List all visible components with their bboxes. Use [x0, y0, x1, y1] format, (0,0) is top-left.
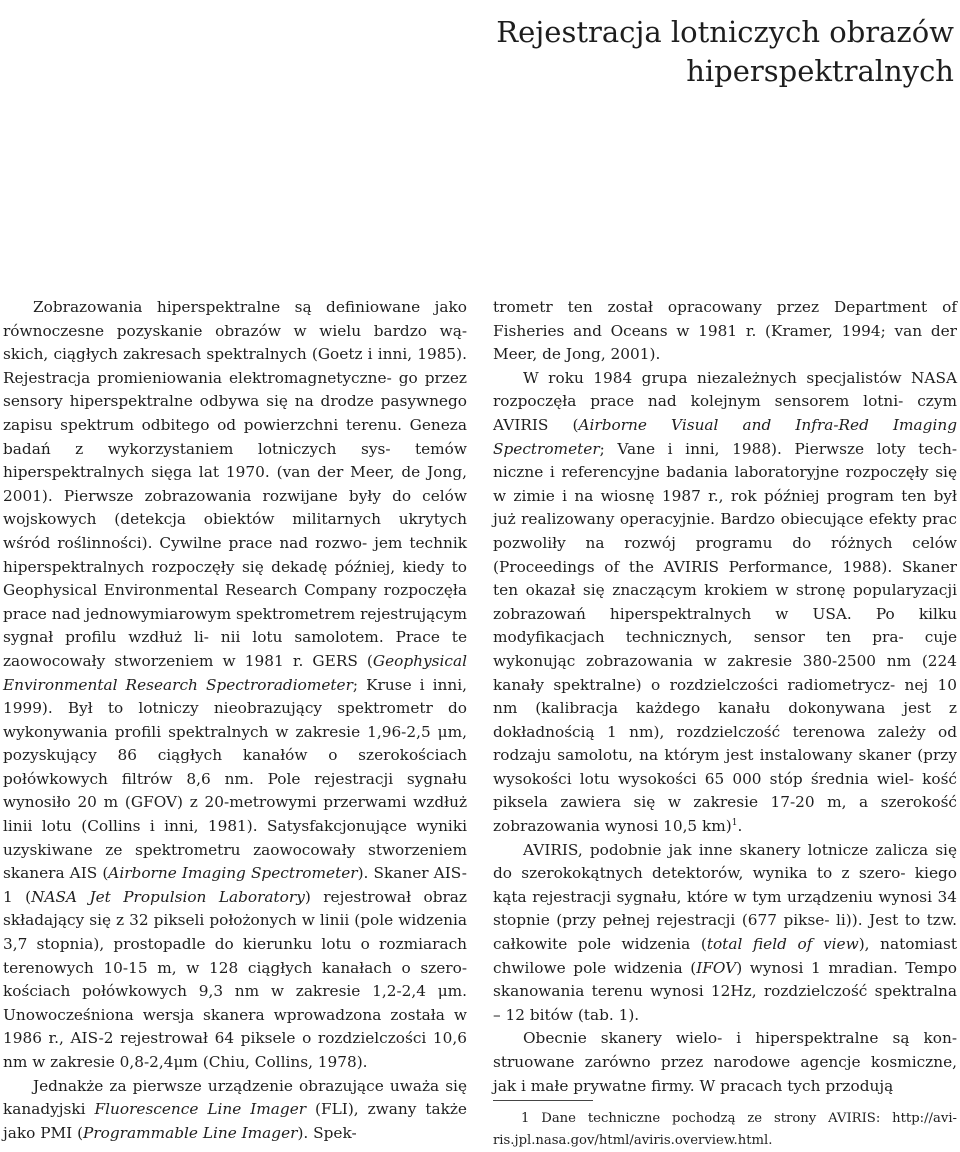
text-run: Obecnie skanery wielo- i hiperspektralne są kon- struowane zarówno przez narodowe agencje kosmiczne, jak i małe prywatne firmy. W pracach tych przodują [493, 1029, 957, 1095]
italic-term: Programmable Line Imager [83, 1123, 298, 1142]
italic-term: Airborne Visual and Infra-Red Imaging Spectrometer [493, 415, 957, 458]
text-run: ; Vane i inni, 1988). Pierwsze loty tech- niczne i referencyjne badania laboratoryjne rozpoczęły się w zimie i na wiosnę 1987 r., rok później program ten był już realizowany operacyjnie. Bardzo obiecujące efekty prac pozwoliły na rozwój programu do różnych celów (Proceedings of the AVIRIS Performance, 1988). Skaner ten okazał się znaczącym krokiem w stronę popularyzacji zobrazowań hiperspektralnych w USA. Po kilku modyfikacjach technicznych, sensor ten pra- cuje wykonując zobrazowania w zakresie 380-2500 nm (224 kanały spektralne) o rozdzielczości radiometrycz- nej 10 nm (kalibracja każdego kanału dokonywana jest z dokładnością 1 nm), rozdzielczość terenowa zależy od rodzaju samolotu, na którym jest instalowany skaner (przy wysokości lotu wysokości 65 000 stóp średnia wiel- kość piksela zawiera się w zakresie 17-20 m, a szerokość zobrazowania wynosi 10,5 km) [493, 439, 957, 836]
footnote-number: 1 [521, 1111, 530, 1126]
text-run: . [737, 817, 743, 836]
italic-term: Geophysical Environmental Research Spectroradiometer [3, 651, 467, 694]
text-run: W roku 1984 grupa niezależnych specjalistów NASA rozpoczęła prace nad kolejnym sensorem lotni- czym AVIRIS ( [493, 368, 957, 434]
article-title: Rejestracja lotniczych obrazów hiperspektralnych [496, 15, 954, 89]
italic-term: Fluorescence Line Imager [94, 1100, 307, 1119]
text-run: (FLI), zwany także jako PMI ( [3, 1100, 467, 1142]
text-run: Jednakże za pierwsze urządzenie obrazujące uważa się kanadyjski [3, 1076, 467, 1119]
italic-term: Airborne Imaging Spectrometer [108, 864, 358, 883]
right-column [493, 296, 957, 1098]
footnote-text: Dane techniczne pochodzą ze strony AVIRIS: http://avi- ris.jpl.nasa.gov/html/aviris.overview.html. [493, 1111, 957, 1148]
italic-term: total field of view [706, 935, 859, 954]
text-run: Zobrazowania hiperspektralne są definiowane jako równoczesne pozyskanie obrazów w wielu bardzo wą- skich, ciągłych zakresach spektralnych (Goetz i inni, 1985). Rejestracja promieniowania elektromagnetyczne- go przez sensory hiperspektralne odbywa się na drodze pasywnego zapisu spektrum odbitego od powierzchni terenu. Geneza badań z wykorzystaniem lotniczych sys- temów hiperspektralnych sięga lat 1970. (van der Meer, de Jong, 2001). Pierwsze zobrazowania rozwijane były do celów wojskowych (detekcja obiektów militarnych ukrytych wśród roślinności). Cywilne prace nad rozwo- jem technik hiperspektralnych rozpoczęły się dekadę później, kiedy to Geophysical Environmental Research Company rozpoczęła prace nad jednowymiarowym spektrometrem rejestrującym sygnał profilu wzdłuż li- nii lotu samolotem. Prace te zaowocowały stworzeniem w 1981 r. GERS ( [3, 298, 467, 670]
text-run: ). Spek- [297, 1123, 357, 1142]
right-paragraph-4 [493, 1027, 957, 1098]
italic-term: NASA Jet Propulsion Laboratory [31, 887, 305, 906]
right-paragraph-3 [493, 839, 957, 1028]
text-run: ). Skaner AIS-1 ( [3, 864, 467, 906]
italic-term: IFOV [696, 958, 737, 977]
footnote [493, 1108, 957, 1152]
left-column [3, 296, 467, 1145]
left-paragraph-1 [3, 296, 467, 1075]
text-run: ) wynosi 1 mradian. Tempo skanowania terenu wynosi 12Hz, rozdzielczość spektralna – 12 bitów (tab. 1). [493, 958, 957, 1024]
left-paragraph-2 [3, 1075, 467, 1146]
right-paragraph-1 [493, 296, 957, 367]
text-run: ) rejestrował obraz składający się z 32 pikseli położonych w linii (pole widzenia 3,7 stopnia), prostopadle do kierunku lotu o rozmiarach terenowych 10-15 m, w 128 ciągłych kanałach o szero- kościach połówkowych 9,3 nm w zakresie 1,2-2,4 μm. Unowocześniona wersja skanera wprowadzona została w 1986 r., AIS-2 rejestrował 64 piksele o rozdzielczości 10,6 nm w zakresie 0,8-2,4μm (Chiu, Collins, 1978). [3, 887, 467, 1071]
footnote-divider [493, 1100, 593, 1101]
right-paragraph-2 [493, 367, 957, 839]
text-run: trometr ten został opracowany przez Department of Fisheries and Oceans w 1981 r. (Kramer, 1994; van der Meer, de Jong, 2001). [493, 298, 957, 364]
text-run: ; Kruse i inni, 1999). Był to lotniczy nieobrazujący spektrometr do wykonywania profili spektralnych w zakresie 1,96-2,5 μm, pozyskujący 86 ciągłych kanałów o szerokościach połówkowych filtrów 8,6 nm. Pole rejestracji sygnału wynosiło 20 m (GFOV) z 20-metrowymi przerwami wzdłuż linii lotu (Collins i inni, 1981). Satysfakcjonujące wyniki uzyskiwane ze spektrometru zaowocowały stworzeniem skanera AIS ( [3, 675, 467, 883]
text-run: ), natomiast chwilowe pole widzenia ( [493, 935, 957, 977]
footnote-reference[interactable]: 1 [731, 817, 738, 828]
text-run: AVIRIS, podobnie jak inne skanery lotnicze zalicza się do szerokokątnych detektorów, wynika to z szero- kiego kąta rejestracji sygnału, które w tym urządzeniu wynosi 34 stopnie (przy pełnej rejestracji (677 pikse- li)). Jest to tzw. całkowite pole widzenia ( [493, 840, 957, 954]
